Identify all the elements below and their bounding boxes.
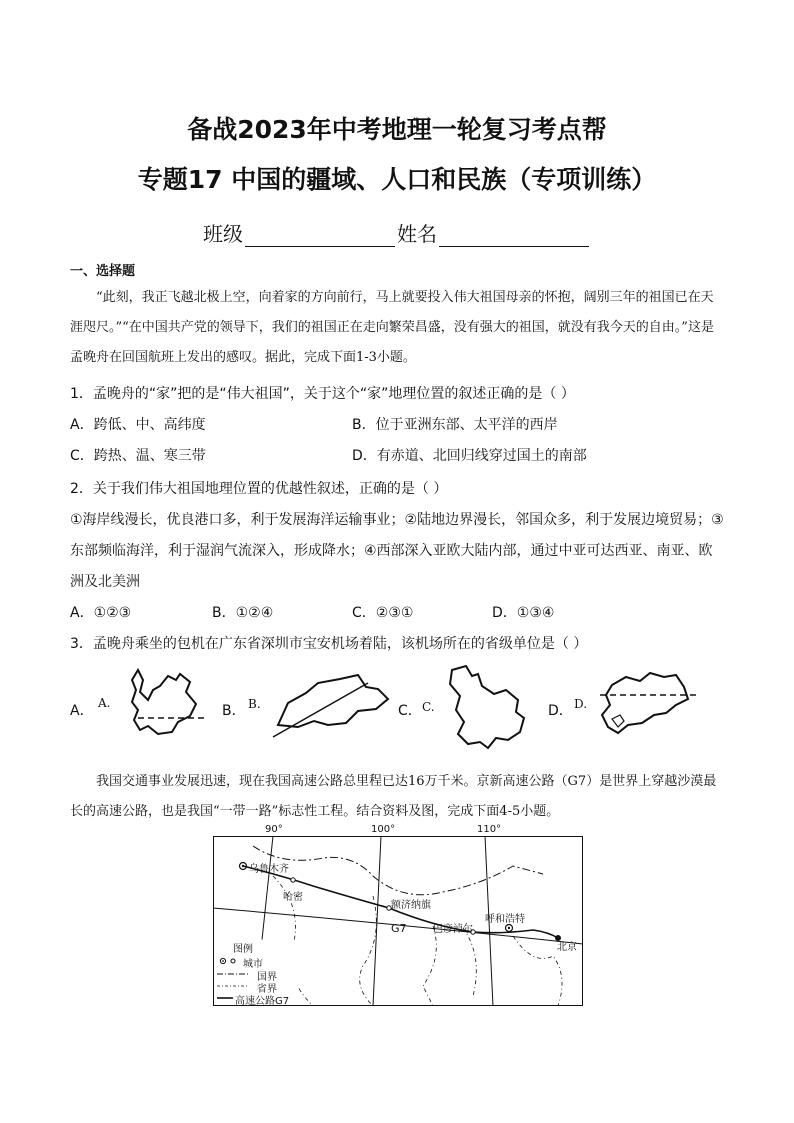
route-label-g7: G7 [391,922,407,935]
province-outline-a [98,660,213,740]
name-blank[interactable] [439,226,589,247]
q1-option-c[interactable]: C．跨热、温、寒三带 [70,448,206,464]
intro-paragraph-2: 我国交通事业发展迅速，现在我国高速公路总里程已达16万千米。京新高速公路（G7）是世界上穿越沙漠最长的高速公路，也是我国“一带一路”标志性工程。结合资料及图，完成下面4-5小题。 [70,774,717,819]
q2-option-b[interactable]: B．①②④ [212,605,274,621]
shandong-outline-icon [248,665,398,745]
city-hohhot: 呼和浩特 [485,914,525,925]
q3-option-b[interactable]: B． [222,703,246,719]
q3-stem: 3．孟晚舟乘坐的包机在广东省深圳市宝安机场着陆，该机场所在的省级单位是（ ） [70,636,588,652]
q2-statement-line2: 东部频临海洋，利于湿润气流深入，形成降水；④西部深入亚欧大陆内部，通过中亚可达西亚、南亚、欧 [70,543,713,559]
q1-option-b[interactable]: B．位于亚洲东部、太平洋的西岸 [352,417,558,433]
city-beijing: 北京 [557,942,577,953]
lon-label-90: 90° [265,824,283,835]
legend-title: 图例 [233,944,253,955]
heilongjiang-outline-icon [420,660,535,750]
guangdong-outline-icon [572,665,702,745]
q1-stem: 1．孟晚舟的“家”把的是“伟大祖国”，关于这个“家”地理位置的叙述正确的是（ ） [70,386,575,402]
q3-option-c[interactable]: C． [398,703,422,719]
city-urumqi: 乌鲁木齐 [249,864,289,875]
legend-highway: 高速公路G7 [235,996,290,1007]
province-outline-d [572,665,702,745]
q2-option-a[interactable]: A．①②③ [70,605,132,621]
city-hami: 哈密 [283,892,303,903]
q2-statement-line3: 洲及北美洲 [70,574,140,590]
name-label: 姓名 [397,222,437,246]
q1-option-a[interactable]: A．跨低、中、高纬度 [70,417,206,433]
fig-a-label: A. [98,696,111,710]
fig-b-label: B. [248,697,261,711]
city-bayannur: 巴彦淖尔 [433,924,473,935]
g7-route-map [213,824,583,1007]
q3-option-d[interactable]: D． [548,703,573,719]
class-label: 班级 [203,222,243,246]
q2-option-c[interactable]: C．②③① [352,605,414,621]
province-outline-c [420,660,535,750]
legend-city: 城市 [243,959,263,970]
province-outline-b [248,665,398,745]
fig-d-label: D. [574,697,588,711]
q2-statement-line1: ①海岸线漫长，优良港口多，利于发展海洋运输事业；②陆地边界漫长，邻国众多，利于发展边境贸易；③ [70,512,724,528]
intro-paragraph: “此刻，我正飞越北极上空，向着家的方向前行，马上就要投入伟大祖国母亲的怀抱，阔别三年的祖国已在天涯咫尺。”“在中国共产党的领导下，我们的祖国正在走向繁荣昌盛，没有强大的祖国，就没有我今天的自由。”这是孟晚舟在回国航班上发出的感叹。据此，完成下面1-3小题。 [70,290,714,365]
q2-stem: 2．关于我们伟大祖国地理位置的优越性叙述，正确的是（ ） [70,481,448,497]
q3-option-a[interactable]: A． [70,703,94,719]
section-heading: 一、选择题 [70,264,136,279]
document-title: 备战2023年中考地理一轮复习考点帮 [187,115,607,144]
lon-label-110: 110° [477,824,502,835]
document-subtitle: 专题17 中国的疆域、人口和民族（专项训练） [137,165,657,194]
lon-label-100: 100° [371,824,396,835]
class-blank[interactable] [245,226,395,247]
city-ejina: 额济纳旗 [391,900,431,911]
q1-option-d[interactable]: D．有赤道、北回归线穿过国土的南部 [352,448,587,464]
legend-provincial-border: 省界 [257,984,277,995]
q2-option-d[interactable]: D．①③④ [492,605,555,621]
legend-national-border: 国界 [257,972,277,983]
q3-map-options [70,660,730,750]
fig-c-label: C. [422,700,435,714]
yunnan-outline-icon [98,660,213,740]
class-name-line [0,218,794,247]
